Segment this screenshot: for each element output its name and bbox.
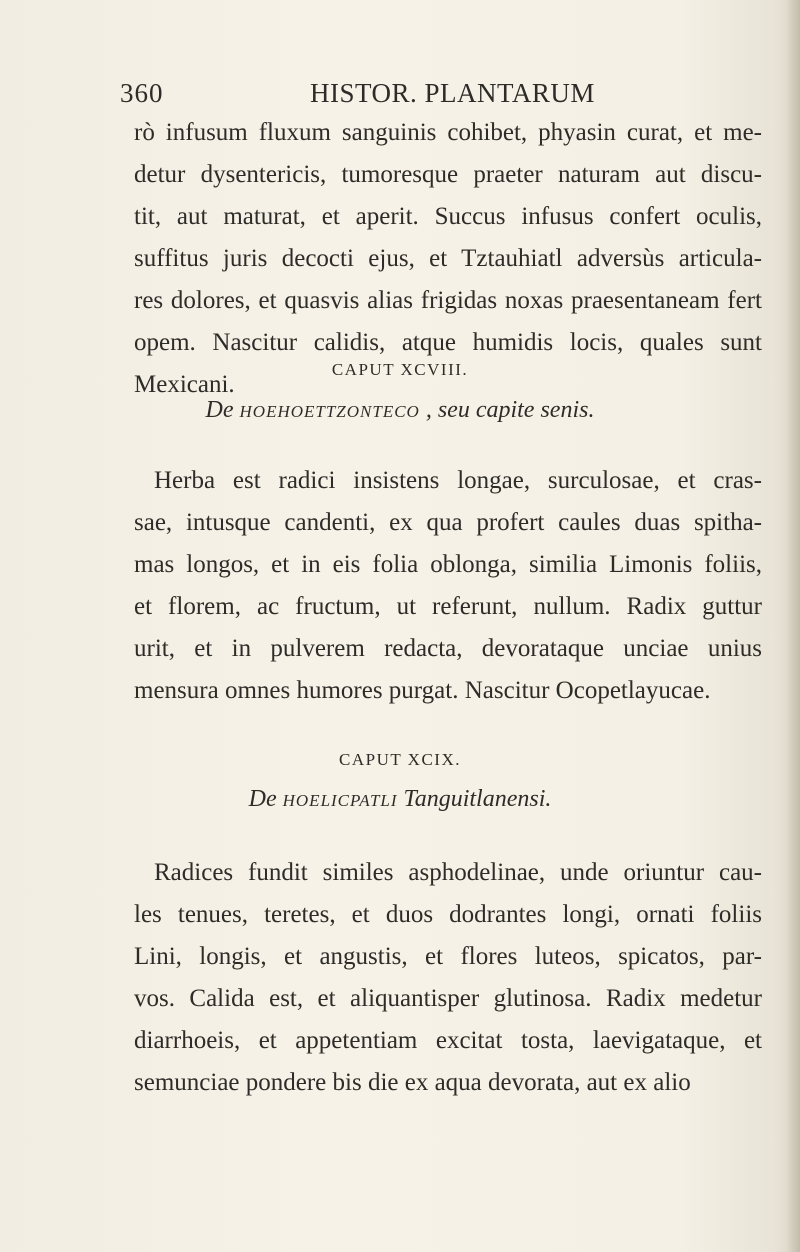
chapter-title [0,397,800,424]
text-line: tit, aut maturat, et aperit. Succus infusus confert oculis, [134,203,762,230]
chapter-98-text [134,460,762,712]
page-number: 360 [120,78,164,108]
chapter-title [0,786,800,813]
text-line: rò infusum fluxum sanguinis cohibet, phyasin curat, et me- [134,119,762,146]
chapter-heading: CAPUT XCVIII. [331,360,469,379]
text-line: mas longos, et in eis folia oblonga, similia Limonis foliis, [134,551,762,578]
title-suffix: Tanguitlanensi. [403,786,552,812]
text-line: et florem, ac fructum, ut referunt, nullum. Radix guttur [134,593,762,620]
page-edge-shadow [786,0,800,1252]
text-line: vos. Calida est, et aliquantisper glutinosa. Radix medetur [134,985,762,1012]
text-line: diarrhoeis, et appetentiam excitat tosta, laevigataque, et [134,1027,762,1054]
text-line: Lini, longis, et angustis, et flores luteos, spicatos, par- [134,943,762,970]
chapter-99-text [134,852,762,1104]
text-line: opem. Nascitur calidis, atque humidis locis, quales sunt [134,329,762,356]
plant-name: HOEHOETTZONTECO [239,402,420,421]
text-line: Radices fundit similes asphodelinae, unde oriuntur cau- [154,859,762,886]
plant-name: HOELICPATLI [282,791,398,810]
text-line: semunciae pondere bis die ex aqua devorata, aut ex alio [134,1069,691,1096]
text-line: urit, et in pulverem redacta, devorataque unciae unius [134,635,762,662]
text-line: suffitus juris decocti ejus, et Tztauhiatl adversùs articula- [134,245,762,272]
text-line: Herba est radici insistens longae, surculosae, et cras- [154,467,762,494]
text-line: sae, intusque candenti, ex qua profert caules duas spitha- [134,509,762,536]
title-prefix: De [205,397,234,423]
text-line: Mexicani. [134,371,235,398]
text-line: detur dysentericis, tumoresque praeter naturam aut discu- [134,161,762,188]
text-line: mensura omnes humores purgat. Nascitur Ocopetlayucae. [134,677,711,704]
running-head: HISTOR. PLANTARUM [310,78,595,108]
text-line: res dolores, et quasvis alias frigidas noxas praesentaneam fert [134,287,762,314]
chapter-heading: CAPUT XCIX. [339,750,461,769]
text-line: les tenues, teretes, et duos dodrantes longi, ornati foliis [134,901,762,928]
title-suffix: , seu capite senis. [425,397,595,423]
title-prefix: De [248,786,277,812]
